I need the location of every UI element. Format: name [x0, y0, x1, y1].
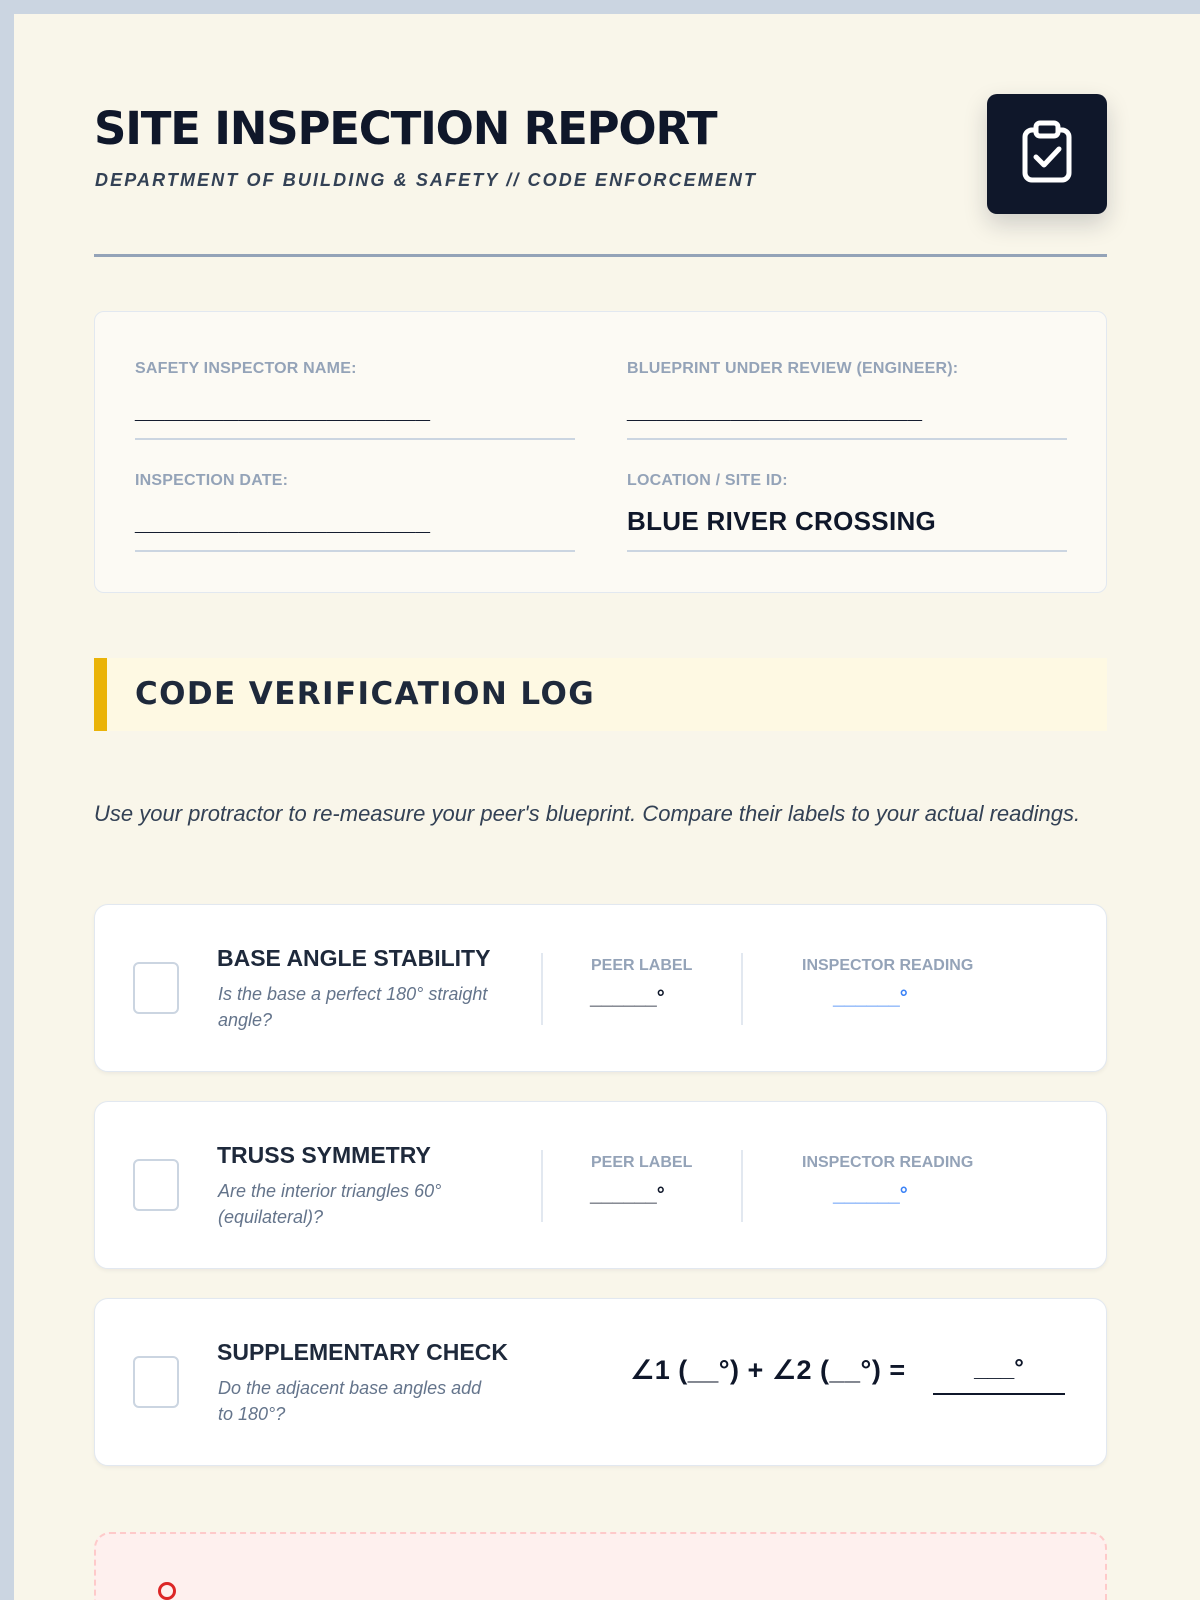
location-label: LOCATION / SITE ID:	[627, 472, 788, 489]
inspector-name-field[interactable]	[135, 360, 575, 424]
check-checkbox[interactable]	[133, 1356, 179, 1408]
check-row-base-angle	[94, 904, 1107, 1072]
check-question: Is the base a perfect 180° straight angle?	[218, 984, 488, 1030]
inspection-date-field[interactable]	[135, 472, 575, 536]
inspector-reading-header: INSPECTOR READING	[802, 1154, 974, 1171]
report-page	[14, 14, 1200, 1600]
location-field[interactable]	[627, 472, 1067, 536]
check-title: SUPPLEMENTARY CHECK	[217, 1339, 508, 1365]
alert-icon	[158, 1582, 176, 1600]
angle-sum-answer-blank[interactable]: ___°	[933, 1349, 1065, 1395]
location-underline	[627, 550, 1067, 552]
check-row-truss-symmetry	[94, 1101, 1107, 1269]
inspector-name-value[interactable]: ____________________	[135, 394, 431, 424]
inspection-info-card	[94, 311, 1107, 593]
peer-label-header: PEER LABEL	[591, 957, 693, 974]
inspector-reading-blank[interactable]: ______°	[833, 987, 908, 1009]
clipboard-check-icon	[1017, 120, 1077, 189]
blueprint-field[interactable]	[627, 360, 1067, 424]
peer-label-blank[interactable]: ______°	[590, 1184, 665, 1206]
blueprint-label: BLUEPRINT UNDER REVIEW (ENGINEER):	[627, 360, 959, 377]
check-question: Do the adjacent base angles add to 180°?	[218, 1378, 482, 1424]
check-row-supplementary	[94, 1298, 1107, 1466]
section-title: CODE VERIFICATION LOG	[135, 676, 596, 712]
location-value[interactable]: BLUE RIVER CROSSING	[627, 506, 937, 536]
inspector-name-underline	[135, 438, 575, 440]
inspector-reading-header: INSPECTOR READING	[802, 957, 974, 974]
header-divider	[94, 254, 1107, 257]
inspector-name-label: SAFETY INSPECTOR NAME:	[135, 360, 357, 377]
clipboard-badge	[987, 94, 1107, 214]
check-question: Are the interior triangles 60° (equilateral)?	[218, 1181, 442, 1227]
inspection-date-label: INSPECTION DATE:	[135, 472, 289, 489]
column-divider	[541, 1150, 543, 1222]
column-divider	[541, 953, 543, 1025]
column-divider	[741, 1150, 743, 1222]
check-checkbox[interactable]	[133, 1159, 179, 1211]
section-header	[94, 658, 1107, 731]
inspection-date-underline	[135, 550, 575, 552]
inspection-date-value[interactable]: ____________________	[135, 506, 431, 536]
angle-sum-equation: ∠1 (__°) + ∠2 (__°) =	[630, 1355, 906, 1385]
page-subtitle: DEPARTMENT OF BUILDING & SAFETY // CODE ENFORCEMENT	[95, 170, 758, 190]
check-checkbox[interactable]	[133, 962, 179, 1014]
alert-box	[94, 1532, 1107, 1600]
instructions-text: Use your protractor to re-measure your peer's blueprint. Compare their labels to your actual readings.	[94, 801, 1081, 826]
check-title: BASE ANGLE STABILITY	[217, 945, 491, 971]
check-title: TRUSS SYMMETRY	[217, 1142, 431, 1168]
blueprint-value[interactable]: ____________________	[627, 394, 923, 424]
column-divider	[741, 953, 743, 1025]
inspector-reading-blank[interactable]: ______°	[833, 1184, 908, 1206]
page-title: SITE INSPECTION REPORT	[94, 102, 717, 155]
peer-label-header: PEER LABEL	[591, 1154, 693, 1171]
peer-label-blank[interactable]: ______°	[590, 987, 665, 1009]
blueprint-underline	[627, 438, 1067, 440]
